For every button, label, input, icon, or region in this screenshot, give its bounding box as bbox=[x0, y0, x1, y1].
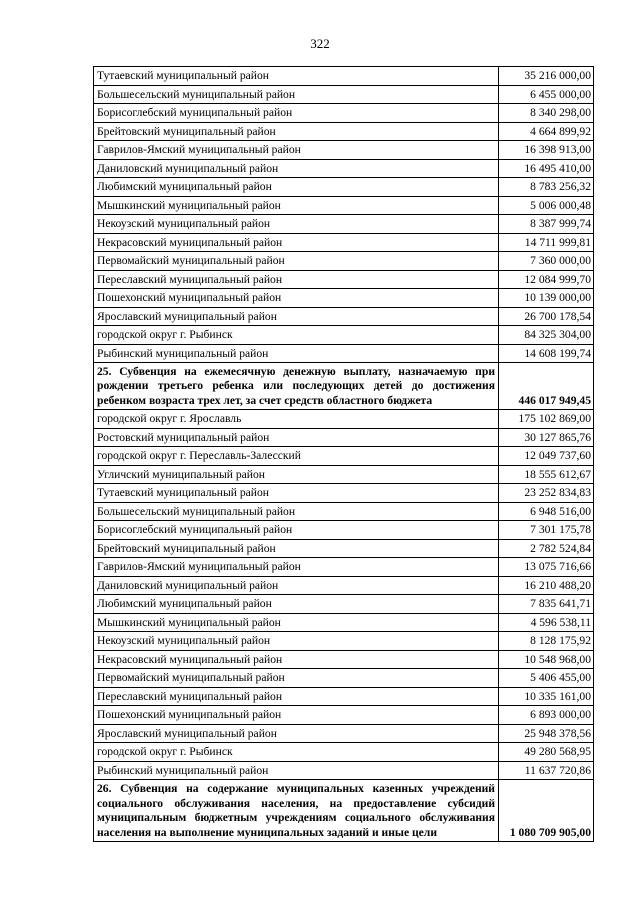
recipient-name: Брейтовский муниципальный район bbox=[94, 539, 499, 558]
amount-value: 6 893 000,00 bbox=[499, 706, 594, 725]
amount-value: 8 387 999,74 bbox=[499, 215, 594, 234]
amount-value: 35 216 000,00 bbox=[499, 67, 594, 86]
amount-value: 2 782 524,84 bbox=[499, 539, 594, 558]
amount-value: 18 555 612,67 bbox=[499, 465, 594, 484]
recipient-name: Любимский муниципальный район bbox=[94, 595, 499, 614]
table-row bbox=[94, 558, 594, 577]
recipient-name: Ростовский муниципальный район bbox=[94, 428, 499, 447]
table-row bbox=[94, 344, 594, 363]
table-row bbox=[94, 159, 594, 178]
table-row bbox=[94, 447, 594, 466]
recipient-name: городской округ г. Переславль-Залесский bbox=[94, 447, 499, 466]
amount-value: 4 664 899,92 bbox=[499, 122, 594, 141]
amount-value: 30 127 865,76 bbox=[499, 428, 594, 447]
table-row bbox=[94, 521, 594, 540]
table-row bbox=[94, 104, 594, 123]
amount-value: 26 700 178,54 bbox=[499, 307, 594, 326]
table-row bbox=[94, 410, 594, 429]
recipient-name: Тутаевский муниципальный район bbox=[94, 484, 499, 503]
amount-value: 16 210 488,20 bbox=[499, 576, 594, 595]
amount-value: 7 301 175,78 bbox=[499, 521, 594, 540]
amount-value: 4 596 538,11 bbox=[499, 613, 594, 632]
amount-value: 5 406 455,00 bbox=[499, 669, 594, 688]
table-row bbox=[94, 669, 594, 688]
recipient-name: Переславский муниципальный район bbox=[94, 687, 499, 706]
page-number: 322 bbox=[310, 36, 330, 51]
amount-value: 16 495 410,00 bbox=[499, 159, 594, 178]
table-row bbox=[94, 196, 594, 215]
recipient-name: Рыбинский муниципальный район bbox=[94, 761, 499, 780]
recipient-name: Мышкинский муниципальный район bbox=[94, 613, 499, 632]
amount-value: 25 948 378,56 bbox=[499, 724, 594, 743]
amount-value: 12 084 999,70 bbox=[499, 270, 594, 289]
table-row bbox=[94, 465, 594, 484]
amount-value: 8 340 298,00 bbox=[499, 104, 594, 123]
table-row bbox=[94, 67, 594, 86]
amount-value: 12 049 737,60 bbox=[499, 447, 594, 466]
recipient-name: городской округ г. Рыбинск bbox=[94, 326, 499, 345]
amount-value: 16 398 913,00 bbox=[499, 141, 594, 160]
recipient-name: Борисоглебский муниципальный район bbox=[94, 104, 499, 123]
amount-value: 7 835 641,71 bbox=[499, 595, 594, 614]
table-row bbox=[94, 122, 594, 141]
table-row bbox=[94, 270, 594, 289]
table-row bbox=[94, 761, 594, 780]
amount-value: 10 548 968,00 bbox=[499, 650, 594, 669]
table-row bbox=[94, 743, 594, 762]
recipient-name: городской округ г. Ярославль bbox=[94, 410, 499, 429]
section-total: 446 017 949,45 bbox=[499, 363, 594, 410]
budget-table bbox=[93, 66, 594, 842]
recipient-name: Ярославский муниципальный район bbox=[94, 307, 499, 326]
table-row bbox=[94, 724, 594, 743]
table-row bbox=[94, 539, 594, 558]
recipient-name: Большесельский муниципальный район bbox=[94, 502, 499, 521]
amount-value: 14 608 199,74 bbox=[499, 344, 594, 363]
recipient-name: Первомайский муниципальный район bbox=[94, 669, 499, 688]
amount-value: 14 711 999,81 bbox=[499, 233, 594, 252]
table-row bbox=[94, 307, 594, 326]
table-row bbox=[94, 85, 594, 104]
table-row bbox=[94, 215, 594, 234]
table-row bbox=[94, 687, 594, 706]
recipient-name: Тутаевский муниципальный район bbox=[94, 67, 499, 86]
section-header-row bbox=[94, 363, 594, 410]
amount-value: 49 280 568,95 bbox=[499, 743, 594, 762]
amount-value: 13 075 716,66 bbox=[499, 558, 594, 577]
table-row bbox=[94, 289, 594, 308]
recipient-name: городской округ г. Рыбинск bbox=[94, 743, 499, 762]
amount-value: 5 006 000,48 bbox=[499, 196, 594, 215]
amount-value: 7 360 000,00 bbox=[499, 252, 594, 271]
table-row bbox=[94, 141, 594, 160]
recipient-name: Некрасовский муниципальный район bbox=[94, 650, 499, 669]
amount-value: 8 783 256,32 bbox=[499, 178, 594, 197]
table-row bbox=[94, 595, 594, 614]
table-row bbox=[94, 502, 594, 521]
amount-value: 10 139 000,00 bbox=[499, 289, 594, 308]
recipient-name: Большесельский муниципальный район bbox=[94, 85, 499, 104]
table-row bbox=[94, 576, 594, 595]
amount-value: 6 948 516,00 bbox=[499, 502, 594, 521]
table-row bbox=[94, 178, 594, 197]
amount-value: 11 637 720,86 bbox=[499, 761, 594, 780]
amount-value: 6 455 000,00 bbox=[499, 85, 594, 104]
amount-value: 84 325 304,00 bbox=[499, 326, 594, 345]
table-row bbox=[94, 326, 594, 345]
recipient-name: Мышкинский муниципальный район bbox=[94, 196, 499, 215]
recipient-name: Рыбинский муниципальный район bbox=[94, 344, 499, 363]
section-header-row bbox=[94, 780, 594, 842]
recipient-name: Пошехонский муниципальный район bbox=[94, 706, 499, 725]
table-row bbox=[94, 650, 594, 669]
recipient-name: Некрасовский муниципальный район bbox=[94, 233, 499, 252]
table-row bbox=[94, 428, 594, 447]
recipient-name: Гаврилов-Ямский муниципальный район bbox=[94, 141, 499, 160]
recipient-name: Даниловский муниципальный район bbox=[94, 159, 499, 178]
recipient-name: Борисоглебский муниципальный район bbox=[94, 521, 499, 540]
table-row bbox=[94, 706, 594, 725]
table-row bbox=[94, 233, 594, 252]
recipient-name: Даниловский муниципальный район bbox=[94, 576, 499, 595]
recipient-name: Угличский муниципальный район bbox=[94, 465, 499, 484]
recipient-name: Пошехонский муниципальный район bbox=[94, 289, 499, 308]
recipient-name: Брейтовский муниципальный район bbox=[94, 122, 499, 141]
table-row bbox=[94, 632, 594, 651]
amount-value: 23 252 834,83 bbox=[499, 484, 594, 503]
amount-value: 8 128 175,92 bbox=[499, 632, 594, 651]
recipient-name: Первомайский муниципальный район bbox=[94, 252, 499, 271]
section-title: 26. Субвенция на содержание муниципальных казенных учреждений социального обслуживания населения, на предоставление субсидий муниципальным бюджетным учреждениям социального обслуживания населения на выполнение муниципальных заданий и иные цели bbox=[94, 780, 499, 842]
amount-value: 10 335 161,00 bbox=[499, 687, 594, 706]
recipient-name: Гаврилов-Ямский муниципальный район bbox=[94, 558, 499, 577]
recipient-name: Ярославский муниципальный район bbox=[94, 724, 499, 743]
section-title: 25. Субвенция на ежемесячную денежную выплату, назначаемую при рождении третьего ребенка или последующих детей до достижения ребенком возраста трех лет, за счет средств областного бюджета bbox=[94, 363, 499, 410]
recipient-name: Некоузский муниципальный район bbox=[94, 215, 499, 234]
section-total: 1 080 709 905,00 bbox=[499, 780, 594, 842]
table-row bbox=[94, 613, 594, 632]
recipient-name: Некоузский муниципальный район bbox=[94, 632, 499, 651]
amount-value: 175 102 869,00 bbox=[499, 410, 594, 429]
budget-table-body bbox=[94, 67, 594, 842]
recipient-name: Переславский муниципальный район bbox=[94, 270, 499, 289]
table-row bbox=[94, 484, 594, 503]
recipient-name: Любимский муниципальный район bbox=[94, 178, 499, 197]
table-row bbox=[94, 252, 594, 271]
